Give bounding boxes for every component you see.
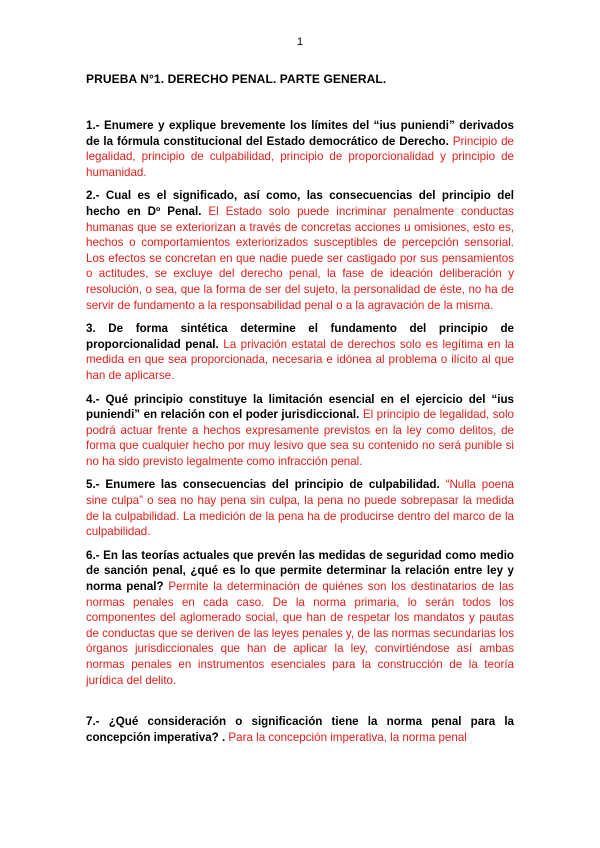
answer-7: Para la concepción imperativa, la norma penal	[228, 730, 467, 744]
question-7: 7.- ¿Qué consideración o significación tiene la norma penal para la concepción imperativa? .	[86, 715, 514, 744]
question-3: 3. De forma sintética determine el fundamento del principio de proporcionalidad penal.	[86, 322, 514, 351]
answer-5: “Nulla poena sine culpa” o sea no hay pena sin culpa, la pena no puede sobrepasar la medida de la culpabilidad. La medición de la pena ha de producirse dentro del marco de la culpabilidad.	[86, 478, 514, 539]
page-number: 1	[296, 36, 304, 48]
answer-1: Principio de legalidad, principio de culpabilidad, principio de proporcionalidad y principio de humanidad.	[86, 134, 514, 179]
qa-item-7	[86, 714, 514, 745]
answer-4: El principio de legalidad, solo podrá actuar frente a hechos expresamente previstos en la ley como delitos, de forma que cualquier hecho por muy lesivo que sea su contenido no será punible si no ha sido previsto legalmente como infracción penal.	[86, 408, 515, 468]
answer-2: El Estado solo puede incriminar penalmente conductas humanas que se exteriorizan a través de concretas acciones u omisiones, esto es, hechos o comportamientos exteriorizados susceptibles de percepción sensorial. Los efectos se concretan en que nadie puede ser castigado por sus pensamientos o actitudes, se excluye del derecho penal, la fase de ideación deliberación y resolución, o sea, que la forma de ser del sujeto, la personalidad de éste, no ha de servir de fundamento a la responsabilidad penal o a la agravación de la misma.	[86, 204, 514, 312]
qa-item-4	[86, 392, 514, 470]
question-6: 6.- En las teorías actuales que prevén las medidas de seguridad como medio de sanción penal, ¿qué es lo que permite determinar la relación entre ley y norma penal?	[86, 548, 514, 594]
document-body	[86, 118, 514, 753]
question-4: 4.- Qué principio constituye la limitación esencial en el ejercicio del “ius puniendi” en relación con el poder jurisdiccional.	[86, 392, 514, 422]
qa-item-1	[86, 118, 514, 180]
answer-3: La privación estatal de derechos solo es legítima en la medida en que sea proporcionada, necesaria e idónea al problema o ilícito al que han de aplicarse.	[86, 337, 514, 382]
question-5: 5.- Enumere las consecuencias del principio de culpabilidad.	[86, 478, 440, 492]
question-1: 1.- Enumere y explique brevemente los límites del “ius puniendi” derivados de la fórmula constitucional del Estado democrático de Derecho.	[86, 119, 514, 148]
document-title: PRUEBA N°1. DERECHO PENAL. PARTE GENERAL.	[86, 72, 387, 86]
question-2: 2.- Cual es el significado, así como, las consecuencias del principio del hecho en Dº Penal.	[86, 189, 514, 218]
qa-item-6	[86, 548, 514, 688]
answer-6: Permite la determinación de quiénes son los destinatarios de las normas penales en cada caso. De la norma primaria, lo serán todos los componentes del aglomerado social, que han de respetar los mandatos y pautas de conductas que se deriven de las leyes penales y, de las normas secundarias los órganos jurisdiccionales que han de aplicar la ley, convirtiéndose así ambas normas penales en instrumentos esenciales para la construcción de la teoría jurídica del delito.	[86, 580, 514, 687]
qa-item-5	[86, 477, 514, 539]
qa-item-3	[86, 321, 514, 383]
qa-item-2	[86, 188, 514, 313]
